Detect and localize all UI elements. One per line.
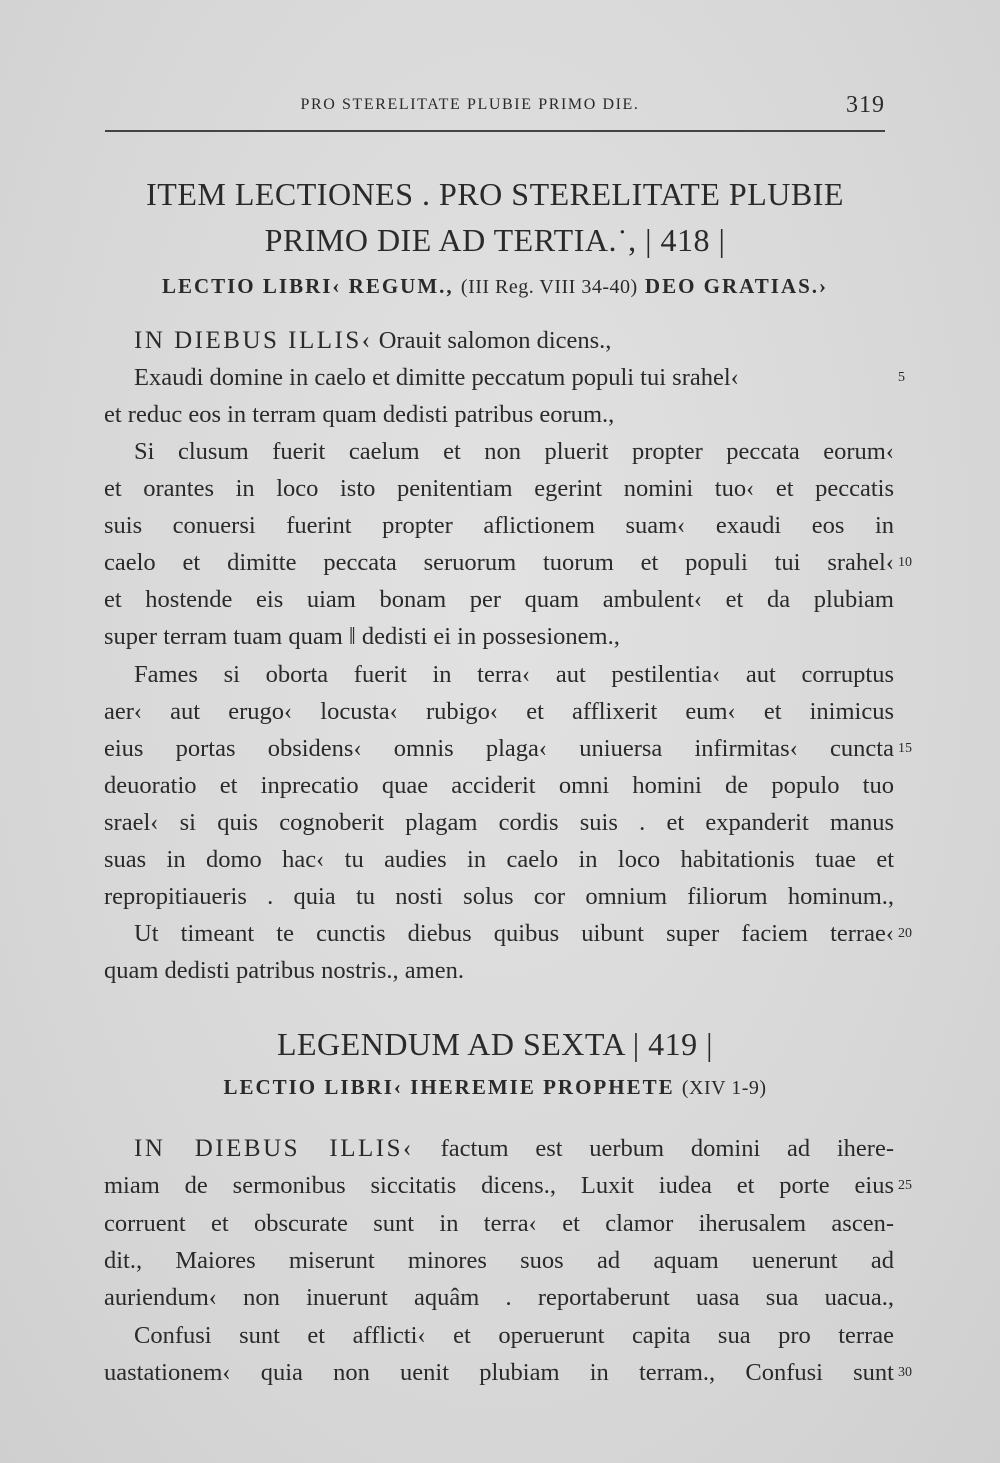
- text-line: caelo et dimitte peccata seruorum tuorum et populi tui srahel‹: [104, 549, 894, 576]
- text-line: et orantes in loco isto penitentiam egerint nomini tuo‹ et peccatis: [104, 475, 894, 502]
- line-number: 5: [898, 370, 905, 385]
- text-line: miam de sermonibus siccitatis dicens., Luxit iudea et porte eius: [104, 1172, 894, 1199]
- line-number: 30: [898, 1365, 912, 1380]
- line-number: 25: [898, 1178, 912, 1193]
- text-line: corruent et obscurate sunt in terra‹ et clamor iherusalem ascen-: [104, 1210, 894, 1237]
- line-number: 20: [898, 926, 912, 941]
- text-line: Si clusum fuerit caelum et non pluerit propter peccata eorum‹: [134, 438, 894, 465]
- text-line: et reduc eos in terram quam dedisti patribus eorum.,: [104, 401, 615, 428]
- section1-title-line2: PRIMO DIE AD TERTIA.˙, | 418 |: [264, 222, 726, 258]
- text-line: uastationem‹ quia non uenit plubiam in terram., Confusi sunt: [104, 1359, 894, 1386]
- text-line: Confusi sunt et afflicti‹ et operuerunt capita sua pro terrae: [134, 1322, 894, 1349]
- running-title: PRO STERELITATE PLUBIE PRIMO DIE.: [300, 96, 640, 113]
- text-line: [104, 322, 894, 359]
- running-head: [105, 92, 885, 122]
- text-line: auriendum‹ non inuerunt aquâm . reportaberunt uasa sua uacua.,: [104, 1284, 894, 1311]
- lection-opener: IN DIEBUS ILLIS‹: [134, 327, 373, 354]
- section2-subtitle-book: LECTIO LIBRI‹ IHEREMIE PROPHETE: [223, 1075, 675, 1099]
- lection-opener: IN DIEBUS ILLIS‹: [134, 1135, 414, 1162]
- section1-subtitle-response: DEO GRATIAS.›: [644, 274, 829, 298]
- text-line: srael‹ si quis cognoberit plagam cordis suis . et expanderit manus: [104, 809, 894, 836]
- text-line: Ut timeant te cunctis diebus quibus uibunt super faciem terrae‹: [134, 920, 894, 947]
- section2-title: LEGENDUM AD SEXTA | 419 |: [276, 1026, 714, 1062]
- header-rule: [105, 130, 885, 132]
- text-line: quam dedisti patribus nostris., amen.: [104, 957, 464, 984]
- text-line: suas in domo hac‹ tu audies in caelo in loco habitationis tuae et: [104, 846, 894, 873]
- text-line: deuoratio et inprecatio quae acciderit omni homini de populo tuo: [104, 772, 894, 799]
- section2-subtitle: [100, 1072, 890, 1103]
- text-line: [104, 1130, 894, 1167]
- section2-subtitle-reference: (XIV 1-9): [681, 1077, 767, 1099]
- text-line-content: factum est uerbum domini ad ihere-: [440, 1135, 894, 1162]
- text-line: et hostende eis uiam bonam per quam ambulent‹ et da plubiam: [104, 586, 894, 613]
- text-line: super terram tuam quam ‖ dedisti ei in possesionem.,: [104, 623, 620, 650]
- section1-subtitle-reference: (III Reg. VIII 34-40): [460, 276, 638, 298]
- text-line: Exaudi domine in caelo et dimitte peccatum populi tui srahel‹: [134, 364, 739, 391]
- page-number: 319: [846, 92, 885, 118]
- section1-subtitle: [100, 271, 890, 302]
- text-line: repropitiaueris . quia tu nosti solus cor omnium filiorum hominum.,: [104, 883, 894, 910]
- line-number: 15: [898, 741, 912, 756]
- text-line-content: Orauit salomon dicens.,: [378, 327, 612, 354]
- section1-subtitle-book: LECTIO LIBRI‹ REGUM.,: [161, 274, 454, 298]
- section1-title-line1: ITEM LECTIONES . PRO STERELITATE PLUBIE: [146, 176, 844, 212]
- line-number: 10: [898, 555, 912, 570]
- text-line: eius portas obsidens‹ omnis plaga‹ uniuersa infirmitas‹ cuncta: [104, 735, 894, 762]
- text-line: dit., Maiores miserunt minores suos ad aquam uenerunt ad: [104, 1247, 894, 1274]
- text-line: suis conuersi fuerint propter aflictionem suam‹ exaudi eos in: [104, 512, 894, 539]
- text-line: Fames si oborta fuerit in terra‹ aut pestilentia‹ aut corruptus: [134, 661, 894, 688]
- text-line: aer‹ aut erugo‹ locusta‹ rubigo‹ et afflixerit eum‹ et inimicus: [104, 698, 894, 725]
